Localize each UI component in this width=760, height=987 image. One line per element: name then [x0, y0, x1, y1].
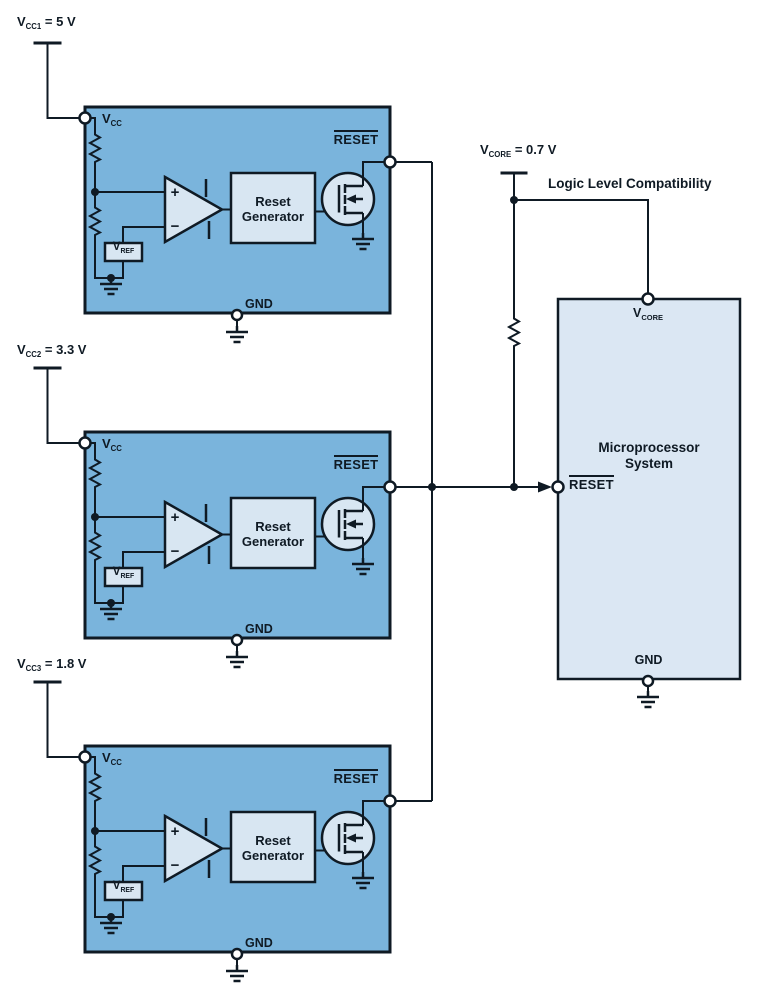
comparator-minus-1: − [170, 218, 180, 235]
supervisor-block-1 [34, 43, 396, 342]
vref-label-1: $V_{REF}$ [112, 241, 135, 255]
mpu-gnd-pin [643, 676, 653, 686]
comparator-plus-3: + [170, 823, 180, 840]
mpu-reset-pin [553, 482, 564, 493]
comparator-plus-1: + [170, 184, 180, 201]
mpu-ground [637, 691, 659, 707]
reset-direction-arrow [538, 482, 552, 493]
vcc-pin-label-2: $V_{CC}$ [102, 436, 122, 453]
reset-generator-label-1: Reset Generator [241, 194, 305, 224]
gnd-pin-label-2: GND [245, 622, 273, 636]
logic-level-note: Logic Level Compatibility [548, 176, 712, 191]
comparator-plus-2: + [170, 509, 180, 526]
reset-generator-label-3: Reset Generator [241, 833, 305, 863]
vcore-pin-label: $V_{CORE}$ [632, 306, 663, 322]
bus-junction-dot [428, 483, 436, 491]
comparator-minus-3: − [170, 857, 180, 874]
reset-pin-label-2: RESET [333, 457, 379, 472]
vcc1-supply-label: $V_{CC1} = 5$ V [17, 14, 76, 31]
vref-label-3: $V_{REF}$ [112, 880, 135, 894]
supervisor-block-2 [34, 368, 396, 667]
mpu-gnd-label: GND [634, 653, 663, 667]
pullup-resistor [509, 316, 519, 347]
vcc-pin-label-3: $V_{CC}$ [102, 750, 122, 767]
supervisor-block-3 [34, 682, 396, 981]
gnd-pin-label-3: GND [245, 936, 273, 950]
vref-label-2: $V_{REF}$ [112, 566, 135, 580]
vcore-supply-label: $V_{CORE} = 0.7$ V [480, 142, 557, 159]
vcc-pin-label-1: $V_{CC}$ [102, 111, 122, 128]
reset-pin-label-3: RESET [333, 771, 379, 786]
reset-generator-label-2: Reset Generator [241, 519, 305, 549]
vcc3-supply-label: $V_{CC3} = 1.8$ V [17, 656, 87, 673]
mpu-reset-label: RESET [569, 477, 614, 492]
vcc2-supply-label: $V_{CC2} = 3.3$ V [17, 342, 87, 359]
vcore-feed-wire [514, 200, 648, 294]
mpu-title: Microprocessor System [598, 440, 700, 471]
gnd-pin-label-1: GND [245, 297, 273, 311]
vcore-pin [643, 294, 654, 305]
reset-pin-label-1: RESET [333, 132, 379, 147]
comparator-minus-2: − [170, 543, 180, 560]
